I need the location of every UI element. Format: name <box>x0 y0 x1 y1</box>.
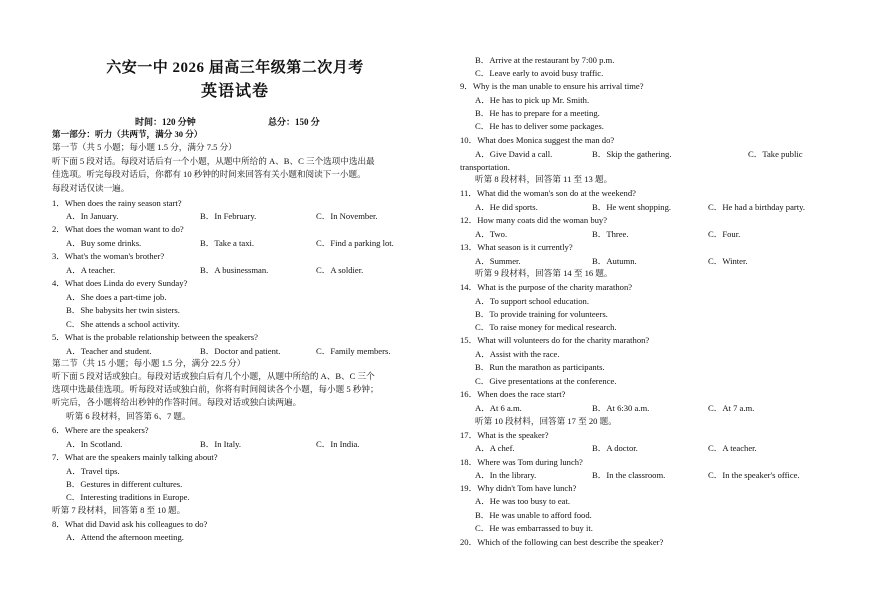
option: B．Run the marathon as participants. <box>475 362 605 372</box>
option-continuation: transportation. <box>460 162 510 172</box>
option: B．In February. <box>200 211 257 221</box>
question: 17．What is the speaker? <box>460 430 549 440</box>
score-label: 总分：150 分 <box>268 117 320 127</box>
option: B．In the classroom. <box>592 470 666 480</box>
option: C．Leave early to avoid busy traffic. <box>475 68 604 78</box>
option: C．Interesting traditions in Europe. <box>66 492 190 502</box>
option: B．Three. <box>592 229 629 239</box>
time-label: 时间：120 分钟 <box>135 117 196 127</box>
option: C．He has to deliver some packages. <box>475 121 604 131</box>
option: A．Two. <box>475 229 508 239</box>
exam-title: 六安一中 2026 届高三年级第二次月考 <box>106 60 364 76</box>
option: A．He did sports. <box>475 202 538 212</box>
option: C．In November. <box>316 211 378 221</box>
exam-subtitle: 英语试卷 <box>200 83 269 100</box>
option: B．Skip the gathering. <box>592 149 672 159</box>
option: C．To raise money for medical research. <box>475 322 617 332</box>
option: C．Four. <box>708 229 741 239</box>
option: B．Autumn. <box>592 256 637 266</box>
option: A．Teacher and student. <box>66 346 152 356</box>
option: C．He was embarrassed to buy it. <box>475 523 593 533</box>
material-note: 听第 9 段材料，回答第 14 至 16 题。 <box>475 268 613 278</box>
question: 2．What does the woman want to do? <box>52 224 184 234</box>
instructions: 听完后，各小题将给出秒钟的作答时间。每段对话或独白读两遍。 <box>52 397 302 407</box>
option: C．Family members. <box>316 346 391 356</box>
option: C．She attends a school activity. <box>66 319 180 329</box>
option: C．A soldier. <box>316 265 364 275</box>
option: B．At 6:30 a.m. <box>592 403 650 413</box>
option: A．She does a part-time job. <box>66 292 167 302</box>
question: 13．What season is it currently? <box>460 242 573 252</box>
instructions: 选项中选最佳选项。听每段对话或独白前，你将有时间阅读各个小题，每小题 5 秒钟； <box>52 384 379 394</box>
instructions: 每段对话仅读一遍。 <box>52 183 130 193</box>
question: 9．Why is the man unable to ensure his arrival time? <box>460 81 644 91</box>
option: C．A teacher. <box>708 443 757 453</box>
option: B．A doctor. <box>592 443 638 453</box>
option: B．He was unable to afford food. <box>475 510 592 520</box>
option: A．Buy some drinks. <box>66 238 142 248</box>
option: B．Doctor and patient. <box>200 346 281 356</box>
question: 18．Where was Tom during lunch? <box>460 457 583 467</box>
option: C．In India. <box>316 439 360 449</box>
option: B．Arrive at the restaurant by 7:00 p.m. <box>475 55 615 65</box>
question: 15．What will volunteers do for the charity marathon? <box>460 335 650 345</box>
question: 12．How many coats did the woman buy? <box>460 215 608 225</box>
option: C．Take public <box>748 149 803 159</box>
option: B．She babysits her twin sisters. <box>66 305 180 315</box>
material-note: 听第 8 段材料，回答第 11 至 13 题。 <box>475 174 613 184</box>
option: B．In Italy. <box>200 439 241 449</box>
option: B．He went shopping. <box>592 202 672 212</box>
option: A．Attend the afternoon meeting. <box>66 532 184 542</box>
option: A．He has to pick up Mr. Smith. <box>475 95 590 105</box>
part-heading: 第一部分：听力（共两节，满分 30 分） <box>52 129 203 139</box>
option: A．At 6 a.m. <box>475 403 522 413</box>
question: 14．What is the purpose of the charity marathon? <box>460 282 633 292</box>
question: 20．Which of the following can best describe the speaker? <box>460 537 664 547</box>
question: 1．When does the rainy season start? <box>52 198 182 208</box>
question: 4．What does Linda do every Sunday? <box>52 278 188 288</box>
question: 19．Why didn't Tom have lunch? <box>460 483 577 493</box>
instructions: 佳选项。听完每段对话后，你都有 10 秒钟的时间来回答有关小题和阅读下一小题。 <box>52 169 366 179</box>
question: 5．What is the probable relationship between the speakers? <box>52 332 258 342</box>
option: A．In the library. <box>475 470 537 480</box>
option: A．In January. <box>66 211 119 221</box>
instructions: 听下面 5 段对话或独白。每段对话或独白后有几个小题，从题中所给的 A、B、C 三个 <box>52 371 375 381</box>
option: C．He had a birthday party. <box>708 202 806 212</box>
option: A．Summer. <box>475 256 521 266</box>
option: C．Find a parking lot. <box>316 238 394 248</box>
section-heading: 第二节（共 15 小题；每小题 1.5 分，满分 22.5 分） <box>52 358 246 368</box>
question: 16．When does the race start? <box>460 389 566 399</box>
option: C．In the speaker's office. <box>708 470 800 480</box>
question: 10．What does Monica suggest the man do? <box>460 135 615 145</box>
option: A．Travel tips. <box>66 466 120 476</box>
question: 8．What did David ask his colleagues to do? <box>52 519 208 529</box>
question: 7．What are the speakers mainly talking about? <box>52 452 218 462</box>
option: C．Give presentations at the conference. <box>475 376 617 386</box>
material-note: 听第 7 段材料，回答第 8 至 10 题。 <box>52 505 186 515</box>
option: A．A teacher. <box>66 265 116 275</box>
material-note: 听第 10 段材料，回答第 17 至 20 题。 <box>475 416 617 426</box>
option: B．A businessman. <box>200 265 269 275</box>
question: 6．Where are the speakers? <box>52 425 149 435</box>
option: A．Give David a call. <box>475 149 553 159</box>
option: A．A chef. <box>475 443 515 453</box>
option: A．He was too busy to eat. <box>475 496 570 506</box>
option: C．Winter. <box>708 256 748 266</box>
section-heading: 第一节（共 5 小题；每小题 1.5 分，满分 7.5 分） <box>52 142 237 152</box>
option: C．At 7 a.m. <box>708 403 755 413</box>
option: B．Gestures in different cultures. <box>66 479 183 489</box>
option: A．In Scotland. <box>66 439 123 449</box>
option: B．He has to prepare for a meeting. <box>475 108 600 118</box>
option: B．Take a taxi. <box>200 238 255 248</box>
option: B．To provide training for volunteers. <box>475 309 608 319</box>
option: A．To support school education. <box>475 296 589 306</box>
option: A．Assist with the race. <box>475 349 560 359</box>
material-note: 听第 6 段材料，回答第 6、7 题。 <box>66 411 191 421</box>
question: 11．What did the woman's son do at the weekend? <box>460 188 636 198</box>
instructions: 听下面 5 段对话。每段对话后有一个小题，从题中所给的 A、B、C 三个选项中选出最 <box>52 156 375 166</box>
question: 3．What's the woman's brother? <box>52 251 165 261</box>
